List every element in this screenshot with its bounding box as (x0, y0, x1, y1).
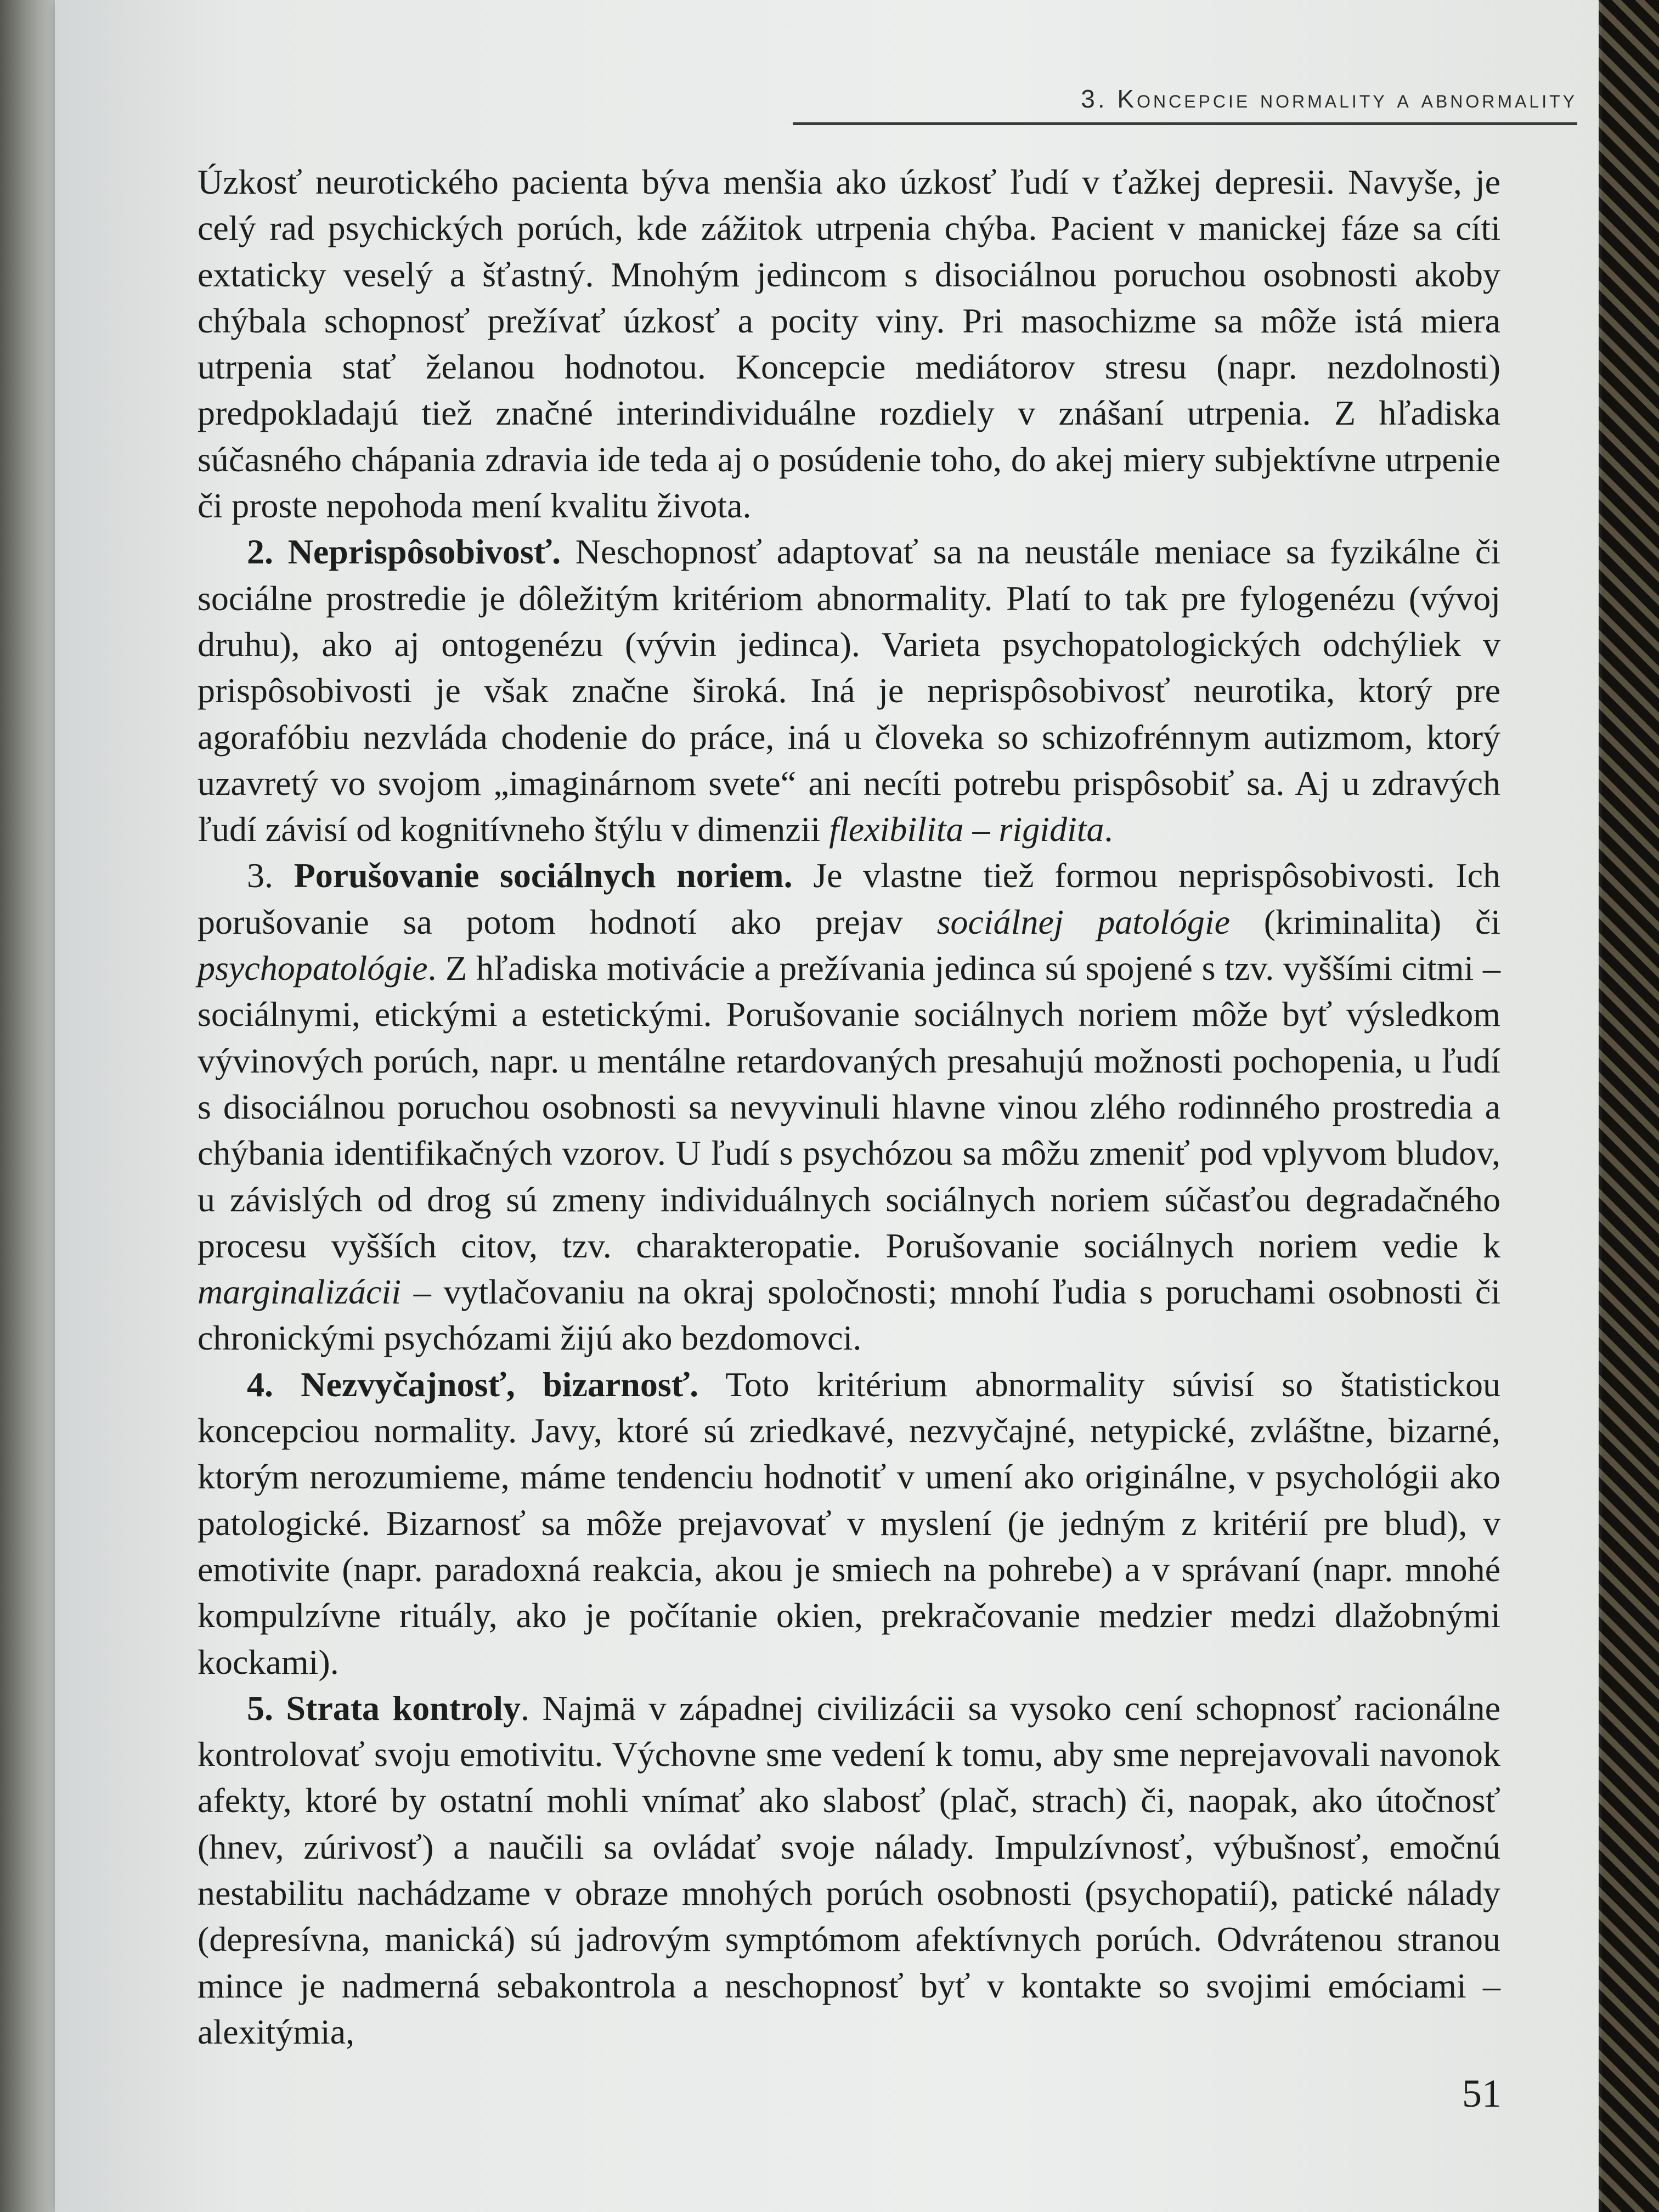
paragraph-3-text-d: – vytlačovaniu na okraj spoločnosti; mnohí ľudia s poruchami osobnosti či chronickými psychózami žijú ako bezdomovci. (198, 1272, 1500, 1358)
paragraph-1-text: Úzkosť neurotického pacienta býva menšia ako úzkosť ľudí v ťažkej depresii. Navyše, je celý rad psychických porúch, kde zážitok utrpenia chýba. Pacient v manickej fáze sa cíti extaticky veselý a šťastný. Mnohým jedincom s disociálnou poruchou osobnosti akoby chýbala schopnosť prežívať úzkosť a pocity viny. Pri masochizme sa môže istá miera utrpenia stať želanou hodnotou. Koncepcie mediátorov stresu (napr. nezdolnosti) predpokladajú tiež značné interindividuálne rozdiely v znášaní utrpenia. Z hľadiska súčasného chápania zdravia ide teda aj o posúdenie toho, do akej miery subjektívne utrpenie či proste nepohoda mení kvalitu života. (198, 162, 1500, 526)
body-text (198, 159, 1500, 2055)
paragraph-2-text-b: . (1104, 810, 1113, 849)
paragraph-3-italic-b: psychopatológie (198, 949, 428, 988)
paragraph-3-text-a: Je vlastne tiež formou neprispôsobivosti. Ich porušovanie sa potom hodnotí ako prejav (198, 856, 1501, 941)
paragraph-3-text-b: (kriminalita) či (1230, 902, 1501, 941)
paragraph-4 (198, 1362, 1500, 1685)
adjacent-page-edge (0, 0, 60, 2212)
paragraph-2 (198, 529, 1500, 853)
paragraph-2-heading: 2. Neprispôsobivosť. (247, 532, 561, 572)
background-mesh (1599, 0, 1659, 2212)
paragraph-3-heading: Porušovanie sociálnych noriem. (294, 856, 793, 895)
paragraph-5-text: . Najmä v západnej civilizácii sa vysoko cení schopnosť racionálne kontrolovať svoju emotivitu. Výchovne sme vedení k tomu, aby sme neprejavovali navonok afekty, ktoré by ostatní mohli vnímať ako slabosť (plač, strach) či, naopak, ako útočnosť (hnev, zúrivosť) a naučili sa ovládať svoje nálady. Impulzívnosť, výbušnosť, emočnú nestabilitu nachádzame v obraze mnohých porúch osobnosti (psychopatií), patické nálady (depresívna, manická) sú jadrovým symptómom afektívnych porúch. Odvrátenou stranou mince je nadmerná sebakontrola a neschopnosť byť v kontakte so svojimi emóciami – alexitýmia, (198, 1688, 1501, 2051)
paragraph-2-text-a: Neschopnosť adaptovať sa na neustále meniace sa fyzikálne či sociálne prostredie je dôležitým kritériom abnormality. Platí to tak pre fylogenézu (vývoj druhu), ako aj ontogenézu (vývin jedinca). Varieta psychopatologických odchýliek v prispôsobivosti je však značne široká. Iná je neprispôsobivosť neurotika, ktorý pre agorafóbiu nezvláda chodenie do práce, iná u človeka so schizofrénnym autizmom, ktorý uzavretý vo svojom „imaginárnom svete“ ani necíti potrebu prispôsobiť sa. Aj u zdravých ľudí závisí od kognitívneho štýlu v dimenzii (198, 532, 1501, 849)
paragraph-1 (198, 159, 1500, 529)
paragraph-4-text: Toto kritérium abnormality súvisí so štatistickou koncepciou normality. Javy, ktoré sú zriedkavé, nezvyčajné, netypické, zvláštne, bizarné, ktorým nerozumieme, máme tendenciu hodnotiť v umení ako originálne, v psychológii ako patologické. Bizarnosť sa môže prejavovať v myslení (je jedným z kritérií pre blud), v emotivite (napr. paradoxná reakcia, akou je smiech na pohrebe) a v správaní (napr. mnohé kompulzívne rituály, ako je počítanie okien, prekračovanie medzier medzi dlažobnými kockami). (198, 1364, 1501, 1681)
running-header-title: 3. Koncepcie normality a abnormality (1081, 84, 1577, 113)
paragraph-5 (198, 1685, 1500, 2055)
paragraph-4-heading: 4. Nezvyčajnosť, bizarnosť. (247, 1364, 699, 1404)
paragraph-3 (198, 853, 1500, 1361)
paragraph-3-text-c: . Z hľadiska motivácie a prežívania jedinca sú spojené s tzv. vyššími citmi – sociálnymi, etickými a estetickými. Porušovanie sociálnych noriem môže byť výsledkom vývinových porúch, napr. u mentálne retardovaných presahujú možnosti pochopenia, u ľudí s disociálnou poruchou osobnosti sa nevyvinuli hlavne vinou zlého rodinného prostredia a chýbania identifikačných vzorov. U ľudí s psychózou sa môžu zmeniť pod vplyvom bludov, u závislých od drog sú zmeny individuálnych sociálnych noriem súčasťou degradačného procesu vyšších citov, tzv. charakteropatie. Porušovanie sociálnych noriem vedie k (198, 949, 1500, 1265)
paragraph-3-italic-a: sociálnej patológie (936, 902, 1231, 941)
paragraph-5-heading: 5. Strata kontroly (247, 1688, 521, 1728)
paragraph-3-italic-c: marginalizácii (198, 1272, 401, 1312)
paragraph-3-number: 3. (247, 856, 294, 895)
paragraph-2-italic: flexibilita – rigidita (829, 810, 1104, 849)
page-number: 51 (1462, 2072, 1502, 2115)
running-header (793, 76, 1577, 125)
